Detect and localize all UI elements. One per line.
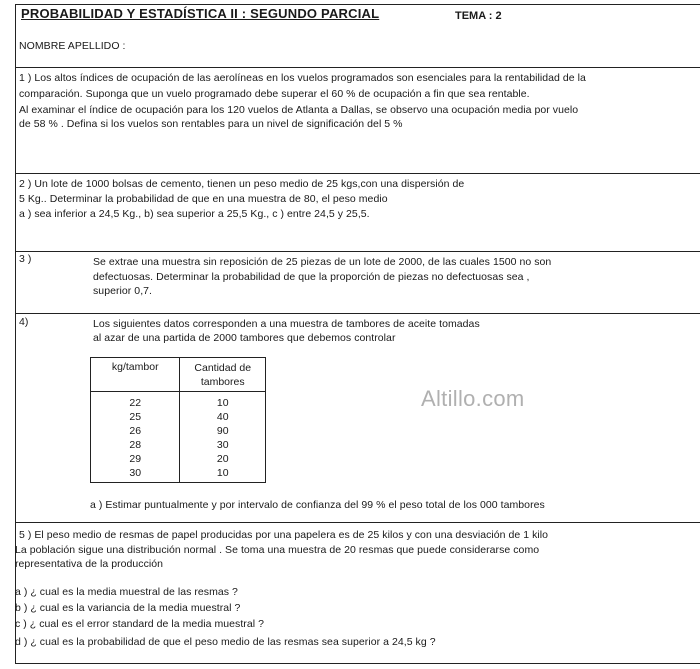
cell-cantidad: 10 [180,466,266,483]
q3-number: 3 ) [19,253,32,265]
cell-cantidad: 20 [180,452,266,466]
cell-cantidad: 10 [180,392,266,411]
q5-line-3: representativa de la producción [15,558,164,570]
cell-cantidad: 40 [180,410,266,424]
table-row [91,438,266,452]
q1-line-4: de 58 % . Defina si los vuelos son rentables para un nivel de significación del 5 % [19,118,403,130]
cell-cantidad: 30 [180,438,266,452]
q2-line-2: 5 Kg.. Determinar la probabilidad de que en una muestra de 80, el peso medio [19,193,388,205]
cell-kg: 30 [91,466,180,483]
q5-item-d: d ) ¿ cual es la probabilidad de que el peso medio de las resmas sea superior a 24,5 kg ? [15,636,436,648]
header-cantidad-tambores: Cantidad de tambores [180,358,266,392]
cell-cantidad: 90 [180,424,266,438]
q5-item-c: c ) ¿ cual es el error standard de la media muestral ? [15,618,264,630]
header-kg-tambor: kg/tambor [91,358,180,392]
q1-line-3: Al examinar el índice de ocupación para los 120 vuelos de Atlanta a Dallas, se observo una ocupación media por vuelo [19,104,579,116]
q5-line-2: La población sigue una distribución normal . Se toma una muestra de 20 resmas que puede considerarse como [15,544,540,556]
q4-line-2: al azar de una partida de 2000 tambores que debemos controlar [93,332,396,344]
q1-line-1: 1 ) Los altos índices de ocupación de las aerolíneas en los vuelos programados son esenciales para la rentabilidad de la [19,72,586,84]
frame-top-border [15,4,700,5]
table-row [91,424,266,438]
q5-item-b: b ) ¿ cual es la variancia de la media muestral ? [15,602,241,614]
q1-line-2: comparación. Suponga que un vuelo programado debe superar el 60 % de ocupación a fin que sea rentable. [19,88,530,100]
table-row [91,452,266,466]
q3-line-2: defectuosas. Determinar la probabilidad de que la proporción de piezas no defectuosas sea , [93,271,530,283]
divider-after-q1 [15,173,700,174]
exam-title: PROBABILIDAD Y ESTADÍSTICA II : SEGUNDO PARCIAL [21,6,380,21]
tambores-table [90,357,266,483]
q4-part-a: a ) Estimar puntualmente y por intervalo de confianza del 99 % el peso total de los 000 tambores [90,499,545,511]
table-row [91,410,266,424]
q3-line-1: Se extrae una muestra sin reposición de 25 piezas de un lote de 2000, de las cuales 1500 no son [93,256,552,268]
q2-line-1: 2 ) Un lote de 1000 bolsas de cemento, tienen un peso medio de 25 kgs,con una dispersión de [19,178,465,190]
cell-kg: 22 [91,392,180,411]
cell-kg: 28 [91,438,180,452]
divider-after-name [15,67,700,68]
divider-after-q4 [15,522,700,523]
altillo-watermark: Altillo.com [421,386,525,411]
q5-item-a: a ) ¿ cual es la media muestral de las resmas ? [15,586,238,598]
q4-line-1: Los siguientes datos corresponden a una muestra de tambores de aceite tomadas [93,318,480,330]
divider-after-q3 [15,313,700,314]
q2-line-3: a ) sea inferior a 24,5 Kg., b) sea superior a 25,5 Kg., c ) entre 24,5 y 25,5. [19,208,370,220]
tema-label: TEMA : 2 [455,10,502,22]
table-row [91,466,266,483]
table-row [91,392,266,411]
q4-number: 4) [19,316,29,328]
nombre-apellido-label: NOMBRE APELLIDO : [19,40,126,52]
cell-kg: 29 [91,452,180,466]
cell-kg: 25 [91,410,180,424]
q3-line-3: superior 0,7. [93,285,153,297]
cell-kg: 26 [91,424,180,438]
frame-bottom-border [15,663,700,664]
divider-after-q2 [15,251,700,252]
q5-line-1: 5 ) El peso medio de resmas de papel producidas por una papelera es de 25 kilos y con una desviación de 1 kilo [19,529,549,541]
table-header-row [91,358,266,392]
